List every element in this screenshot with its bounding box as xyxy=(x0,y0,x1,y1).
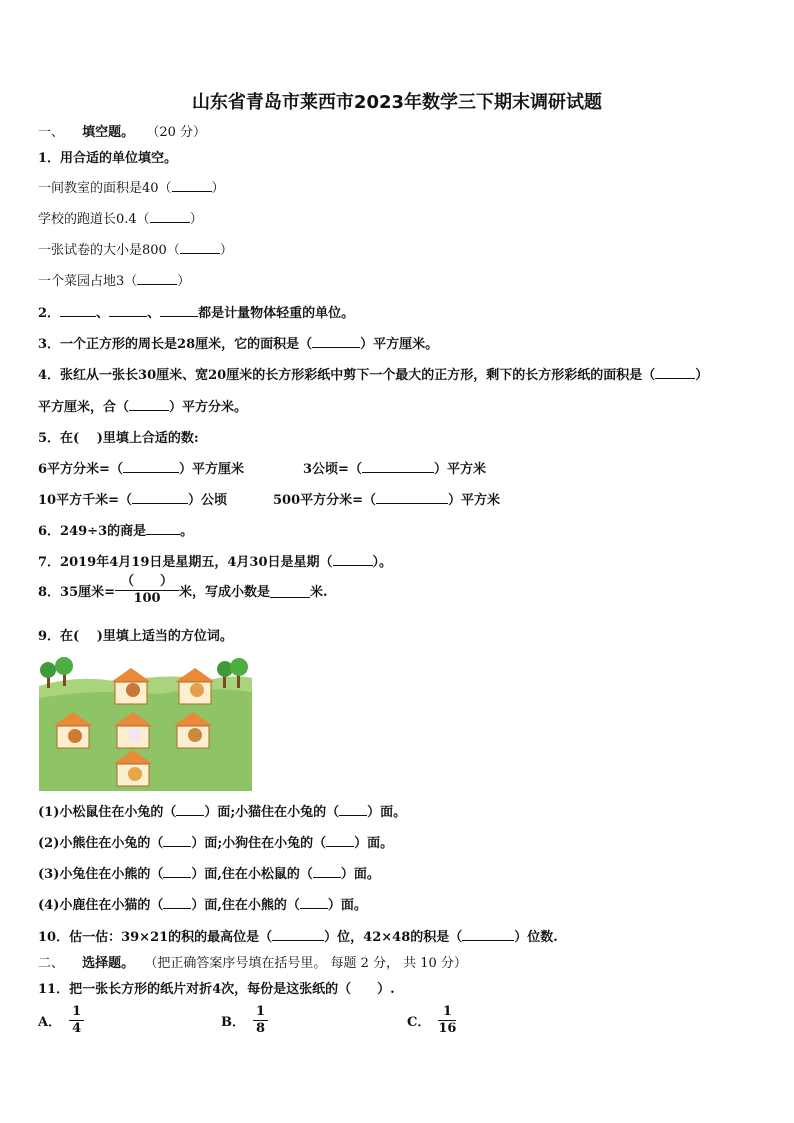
section-text: 填空题。 xyxy=(82,125,135,140)
q11-stem: 11．把一张长方形的纸片对折4次，每份是这张纸的（ ）. xyxy=(38,982,395,997)
animal-houses-illustration xyxy=(39,656,252,791)
q3: 3．一个正方形的周长是28厘米，它的面积是（ ）平方厘米。 xyxy=(38,333,438,352)
q1-c: 一张试卷的大小是800（ ） xyxy=(38,239,233,258)
q11-option-c[interactable]: C． $\frac{1}{16}$ xyxy=(407,1004,457,1036)
q1-b: 学校的跑道长0.4（ ） xyxy=(38,208,203,227)
answer-blank[interactable] xyxy=(109,303,147,317)
q9-stem: 9．在( )里填上适当的方位词。 xyxy=(38,629,233,644)
q8: 8．35厘米= $\frac{( )}{100}$ 米，写成小数是 米. xyxy=(38,574,328,606)
answer-blank[interactable] xyxy=(150,209,190,223)
q6: 6．249÷3的商是 。 xyxy=(38,520,193,539)
answer-blank[interactable] xyxy=(137,271,177,285)
answer-blank[interactable] xyxy=(180,240,220,254)
q4-line2: 平方厘米，合（ ）平方分米。 xyxy=(38,396,247,415)
answer-blank[interactable] xyxy=(362,459,434,473)
fraction: $\frac{1}{16}$ xyxy=(438,1004,457,1036)
answer-blank[interactable] xyxy=(655,365,695,379)
answer-blank[interactable] xyxy=(60,303,96,317)
q2: 2． 、 、 都是计量物体轻重的单位。 xyxy=(38,302,354,321)
q5-c: 10平方千米=（ ）公顷 xyxy=(38,489,227,508)
q5-b: 3公顷=（ ）平方米 xyxy=(303,458,486,477)
q7: 7．2019年4月19日是星期五，4月30日是星期（ ）。 xyxy=(38,551,392,570)
answer-blank[interactable] xyxy=(132,490,188,504)
answer-blank[interactable] xyxy=(163,895,191,909)
fraction: $\frac{1}{4}$ xyxy=(69,1004,84,1037)
q9-sub2: (2)小熊住在小兔的（ ）面;小狗住在小兔的（ ）面。 xyxy=(38,832,393,851)
fraction: $\frac{1}{8}$ xyxy=(253,1004,268,1037)
exam-title: 山东省青岛市莱西市2023年数学三下期末调研试题 xyxy=(191,92,603,113)
fraction: $\frac{( )}{100}$ xyxy=(115,574,179,607)
q9-sub3: (3)小兔住在小熊的（ ）面,住在小松鼠的（ ）面。 xyxy=(38,863,380,882)
answer-blank[interactable] xyxy=(163,833,191,847)
q9-sub1: (1)小松鼠住在小兔的（ ）面;小猫住在小兔的（ ）面。 xyxy=(38,801,406,820)
answer-blank[interactable] xyxy=(163,864,191,878)
answer-blank[interactable] xyxy=(300,895,328,909)
q11-option-a[interactable]: A． $\frac{1}{4}$ xyxy=(38,1004,84,1037)
q11-option-b[interactable]: B． $\frac{1}{8}$ xyxy=(221,1004,268,1037)
answer-blank[interactable] xyxy=(339,802,367,816)
answer-blank[interactable] xyxy=(172,178,212,192)
answer-blank[interactable] xyxy=(326,833,354,847)
answer-blank[interactable] xyxy=(312,334,360,348)
q5-a: 6平方分米=（ ）平方厘米 xyxy=(38,458,244,477)
answer-blank[interactable] xyxy=(123,459,179,473)
answer-blank[interactable] xyxy=(272,927,324,941)
q5-stem: 5．在( )里填上合适的数: xyxy=(38,431,199,446)
q1-stem: 1．用合适的单位填空。 xyxy=(38,151,178,166)
answer-blank[interactable] xyxy=(146,521,180,535)
answer-blank[interactable] xyxy=(270,584,310,598)
section-1-heading xyxy=(38,121,206,140)
answer-blank[interactable] xyxy=(333,552,373,566)
answer-blank[interactable] xyxy=(376,490,448,504)
q10: 10．估一估：39×21的积的最高位是（ ）位，42×48的积是（ ）位数. xyxy=(38,926,558,945)
answer-blank[interactable] xyxy=(462,927,514,941)
answer-blank[interactable] xyxy=(129,397,169,411)
section-score: （20 分） xyxy=(146,125,206,140)
q9-sub4: (4)小鹿住在小猫的（ ）面,住在小熊的（ ）面。 xyxy=(38,894,367,913)
section-number: 一、 xyxy=(38,125,65,140)
q1-a: 一间教室的面积是40（ ） xyxy=(38,177,225,196)
answer-blank[interactable] xyxy=(313,864,341,878)
q5-d: 500平方分米=（ ）平方米 xyxy=(273,489,500,508)
q4-line1: 4．张红从一张长30厘米、宽20厘米的长方形彩纸中剪下一个最大的正方形，剩下的长方形彩纸的面积是（ ） xyxy=(38,364,708,383)
answer-blank[interactable] xyxy=(160,303,198,317)
section-2-heading: 二、 选择题。 （把正确答案序号填在括号里。 每题 2 分， 共 10 分） xyxy=(38,956,467,971)
answer-blank[interactable] xyxy=(176,802,204,816)
q1-d: 一个菜园占地3（ ） xyxy=(38,270,190,289)
